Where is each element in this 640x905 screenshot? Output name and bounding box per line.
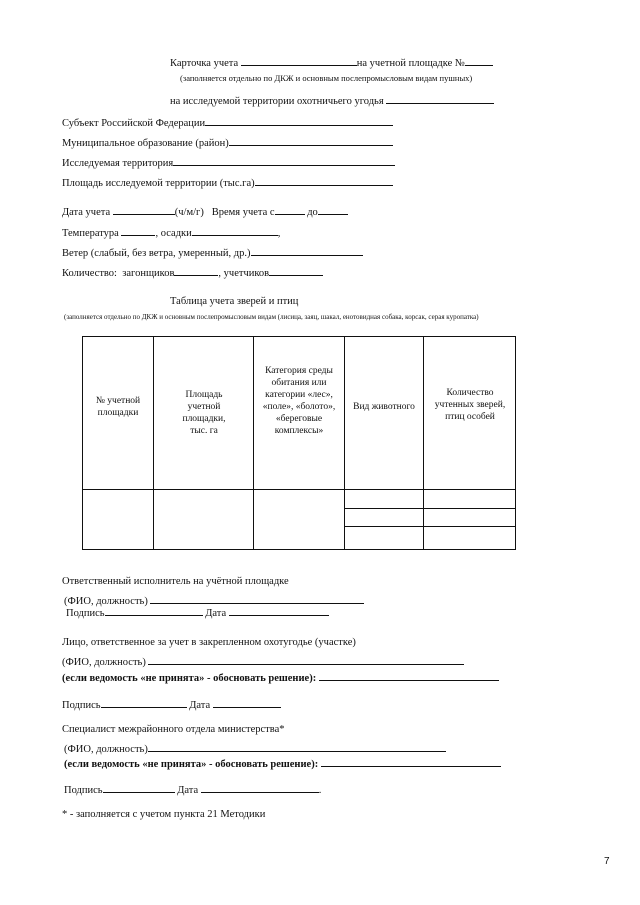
subject-blank[interactable] [205, 114, 393, 126]
wind-blank[interactable] [251, 244, 363, 256]
specialist-fio-blank[interactable] [148, 740, 446, 752]
territory-field-label: Исследуемая территория [62, 158, 174, 169]
table-col-divider [423, 337, 424, 549]
hunting-person-rejected-label: (если ведомость «не принята» - обосновать решение): [62, 673, 317, 684]
territory-line [170, 92, 494, 107]
specialist-rejected-field [64, 755, 501, 770]
hunting-person-fio-blank[interactable] [148, 653, 464, 665]
hunting-person-fio-label: (ФИО, должность) [62, 657, 146, 668]
temperature-label: Температура [62, 228, 119, 239]
area-blank[interactable] [255, 174, 393, 186]
hunting-person-sign-blank[interactable] [101, 696, 187, 708]
municipality-label: Муниципальное образование (район) [62, 138, 229, 149]
table-col-divider [344, 337, 345, 549]
hunting-person-fio-field [62, 653, 464, 668]
precip-blank[interactable] [192, 224, 278, 236]
specialist-date-end: . [318, 785, 322, 796]
time-to-label: до [307, 207, 318, 218]
table-header-number: № учетной площадки [95, 396, 141, 418]
time-from-blank[interactable] [275, 203, 305, 215]
hunting-person-title: Лицо, ответственное за учет в закрепленном охотугодье (участке) [62, 637, 356, 648]
table-header-habitat: Категория среды обитания или категории «лес», «поле», «болото», «береговые комплексы» [262, 366, 336, 436]
specialist-fio-field [64, 740, 446, 755]
territory-label: на исследуемой территории охотничьего угодья [170, 96, 384, 107]
area-label: Площадь исследуемой территории (тыс.га) [62, 178, 255, 189]
municipality-blank[interactable] [229, 134, 393, 146]
hunting-ground-blank[interactable] [386, 92, 494, 104]
territory-blank[interactable] [173, 154, 395, 166]
responsible-date-blank[interactable] [229, 604, 329, 616]
subject-label: Субъект Российской Федерации [62, 118, 206, 129]
responsible-date-label: Дата [205, 608, 227, 619]
table-header-count: Количество учтенных зверей, птиц особей [434, 388, 506, 422]
specialist-rejected-blank[interactable] [321, 755, 501, 767]
specialist-sign-blank[interactable] [103, 781, 175, 793]
date-time-field [62, 203, 348, 218]
wind-label: Ветер (слабый, без ветра, умеренный, др.) [62, 248, 251, 259]
precip-end: , [277, 228, 281, 239]
date-label: Дата учета [62, 207, 111, 218]
subject-field [62, 114, 393, 129]
responsible-sign-label: Подпись [66, 608, 105, 619]
municipality-field [62, 134, 393, 149]
table-header-species: Вид животного [353, 402, 415, 412]
responsible-fio-blank[interactable] [150, 592, 364, 604]
territory-field [62, 154, 395, 169]
responsible-sign-blank[interactable] [105, 604, 203, 616]
card-type-blank[interactable] [241, 54, 357, 66]
area-number-label: на учетной площадке № [356, 58, 465, 69]
counters-label: , учетчиков [218, 268, 270, 279]
hunting-person-rejected-field [62, 669, 499, 684]
specialist-sign-field [64, 781, 321, 796]
table-col-divider [253, 337, 254, 549]
table-header-divider [83, 489, 515, 490]
page-number: 7 [604, 856, 610, 867]
beaters-label: загонщиков [122, 268, 175, 279]
card-title-label: Карточка учета [170, 58, 239, 69]
temperature-blank[interactable] [121, 224, 155, 236]
specialist-rejected-label: (если ведомость «не принята» - обосновать решение): [64, 759, 319, 770]
wind-field [62, 244, 363, 259]
card-title-line [170, 54, 493, 69]
card-subtitle: (заполняется отдельно по ДКЖ и основным послепромысловым видам пушных) [180, 73, 473, 83]
counters-blank[interactable] [269, 264, 323, 276]
area-number-blank[interactable] [465, 54, 493, 66]
hunting-person-rejected-blank[interactable] [319, 669, 499, 681]
date-format: (ч/м/г) [174, 207, 204, 218]
responsible-sign-field [66, 604, 329, 619]
table-row-divider [344, 508, 515, 509]
table-subtitle: (заполняется отдельно по ДКЖ и основным послепромысловым видам (лисица, заяц, шакал, енотовидная собака, корсак, серая куропатка) [64, 313, 479, 321]
date-blank[interactable] [113, 203, 175, 215]
responsible-fio-label: (ФИО, должность) [64, 596, 148, 607]
temperature-field [62, 224, 280, 239]
hunting-person-sign-label: Подпись [62, 700, 101, 711]
table-title: Таблица учета зверей и птиц [170, 296, 299, 307]
table-header-area: Площадь учетной площадки, тыс. га [182, 390, 226, 436]
beaters-blank[interactable] [174, 264, 218, 276]
specialist-date-blank[interactable] [201, 781, 319, 793]
hunting-person-date-label: Дата [189, 700, 211, 711]
specialist-title: Специалист межрайонного отдела министерства* [62, 724, 285, 735]
specialist-sign-label: Подпись [64, 785, 103, 796]
count-label: Количество: [62, 268, 117, 279]
count-field [62, 264, 323, 279]
time-to-blank[interactable] [318, 203, 348, 215]
table-row-divider [344, 526, 515, 527]
footnote: * - заполняется с учетом пункта 21 Методики [62, 809, 266, 820]
table-col-divider [153, 337, 154, 549]
census-table [82, 336, 516, 550]
area-field [62, 174, 393, 189]
hunting-person-date-blank[interactable] [213, 696, 281, 708]
specialist-fio-label: (ФИО, должность) [64, 744, 148, 755]
time-label: Время учета с [211, 207, 275, 218]
specialist-date-label: Дата [177, 785, 199, 796]
hunting-person-sign-field [62, 696, 281, 711]
responsible-title: Ответственный исполнитель на учётной площадке [62, 576, 289, 587]
precip-label: , осадки [155, 228, 192, 239]
